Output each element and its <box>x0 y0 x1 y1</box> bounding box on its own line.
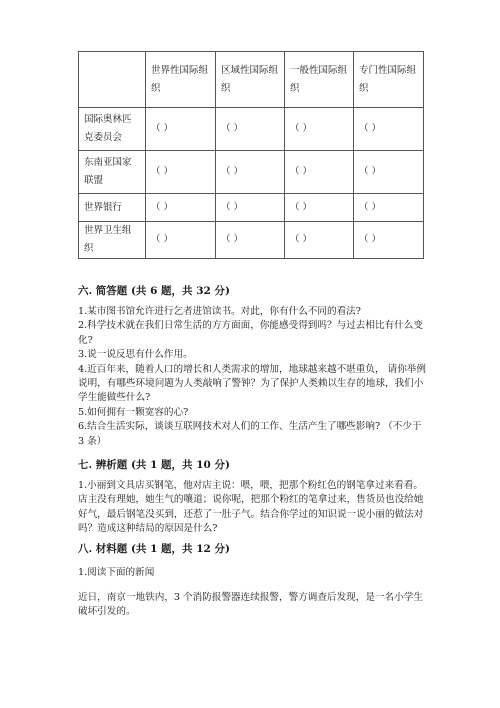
answer-blank[interactable]: （ ） <box>146 222 216 259</box>
question-item: 3.说一说反思有什么作用。 <box>78 349 193 361</box>
answer-blank[interactable]: （ ） <box>216 151 285 194</box>
question-item: 6.结合生活实际，谈谈互联网技术对人们的工作、生活产生了哪些影响? （不少于 3 条） <box>78 421 422 447</box>
table-row <box>79 194 424 222</box>
section-8-title: 八. 材料题 (共 1 题，共 12 分) <box>78 543 230 555</box>
question-item: 1.阅读下面的新闻 <box>78 567 155 578</box>
question-item: 1.小丽到文具店买钢笔，他对店主说：喂，喂，把那个粉红色的钢笔拿过来看看。店主没有理她，她生气的嚷道；说你呢，把那个粉红的笔拿过来，售货员也没给她好气，最后钢笔没买到，还惹了一肚子气。结合你学过的知识说一说小丽的做法对吗？造成这种结局的原因是什么? <box>78 480 424 535</box>
answer-blank[interactable]: （ ） <box>285 222 354 259</box>
table-row <box>79 222 424 259</box>
answer-blank[interactable]: （ ） <box>146 194 216 222</box>
header-cell-global: 世界性国际组织 <box>146 52 216 108</box>
answer-blank[interactable]: （ ） <box>216 108 285 151</box>
question-item: 1.某市图书馆允许进行乞者进馆读书。对此，你有什么不同的看法? <box>78 306 361 317</box>
answer-blank[interactable]: （ ） <box>285 194 354 222</box>
answer-blank[interactable]: （ ） <box>285 108 354 151</box>
section-6-questions <box>78 305 430 449</box>
table-row <box>79 108 424 151</box>
question-item: 5.如何拥有一颗宽容的心? <box>78 406 189 418</box>
header-cell-regional: 区域性国际组织 <box>216 52 285 108</box>
row-label: 东南亚国家联盟 <box>79 151 146 194</box>
table-row <box>79 151 424 194</box>
section-6-title: 六. 简答题 (共 6 题，共 32 分) <box>78 285 230 297</box>
header-cell-specialized: 专门性国际组织 <box>354 52 424 108</box>
answer-blank[interactable]: （ ） <box>216 194 285 222</box>
row-label: 世界银行 <box>79 194 146 222</box>
row-label: 世界卫生组织 <box>79 222 146 259</box>
section-7-title: 七. 辨析题 (共 1 题，共 10 分) <box>78 459 230 471</box>
header-cell-general: 一般性国际组织 <box>285 52 354 108</box>
answer-blank[interactable]: （ ） <box>354 151 424 194</box>
answer-blank[interactable]: （ ） <box>354 108 424 151</box>
answer-blank[interactable]: （ ） <box>354 222 424 259</box>
organization-classification-table <box>78 51 424 259</box>
table-header-row <box>79 52 424 108</box>
question-item: 2.科学技术就在我们日常生活的方方面面，你能感受得到吗？与过去相比有什么变化? <box>78 320 423 346</box>
row-label: 国际奥林匹克委员会 <box>79 108 146 151</box>
answer-blank[interactable]: （ ） <box>146 108 216 151</box>
answer-blank[interactable]: （ ） <box>146 151 216 194</box>
header-cell-blank <box>79 52 146 108</box>
answer-blank[interactable]: （ ） <box>216 222 285 259</box>
answer-blank[interactable]: （ ） <box>285 151 354 194</box>
question-item: 4.近百年来，随着人口的增长和人类需求的增加，地球越来越不堪重负， 请你举例说明，有哪些环境问题为人类敲响了警钟？为了保护人类赖以生存的地球，我们小学生能做些什么? <box>78 363 426 404</box>
section-8-intro <box>78 566 430 580</box>
section-7-body <box>78 479 430 537</box>
answer-blank[interactable]: （ ） <box>354 194 424 222</box>
section-8-material <box>78 591 430 620</box>
material-text: 近日，南京一地铁内，3 个消防报警器连续报警，警方调查后发现，是一名小学生破坏引发的。 <box>78 592 423 618</box>
